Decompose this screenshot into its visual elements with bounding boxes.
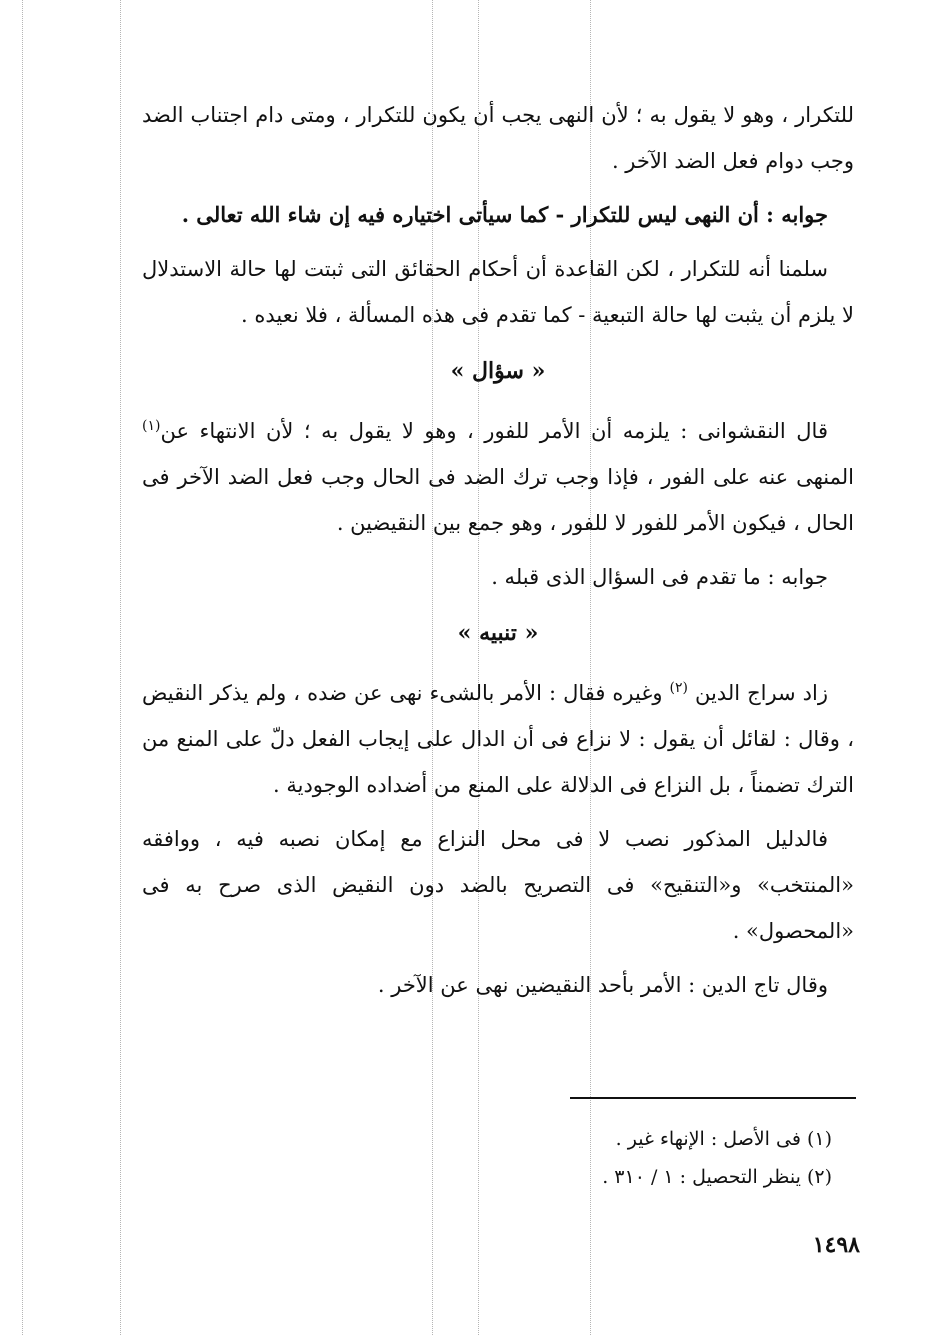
scan-artifact-line	[120, 0, 121, 1335]
paragraph-5: جوابه : ما تقدم فى السؤال الذى قبله .	[491, 565, 828, 589]
footnote-2: (٢) ينظر التحصيل : ١ / ٣١٠ .	[602, 1166, 832, 1188]
scan-artifact-line	[22, 0, 23, 1335]
paragraph-2: جوابه : أن النهى ليس للتكرار - كما سيأتى اختياره فيه إن شاء الله تعالى .	[181, 202, 828, 227]
paragraph-4-part-b: المنهى عنه على الفور ، فإذا وجب ترك الضد فى الحال وجب فعل الضد الآخر فى الحال ، فيكون الأمر للفور لا للفور ، وهو جمع بين النقيضين .	[142, 465, 854, 535]
footnote-separator	[570, 1097, 856, 1099]
paragraph-6	[142, 670, 854, 808]
footnote-ref-1: (١)	[142, 418, 161, 434]
paragraph-4-part-a: قال النقشوانى : يلزمه أن الأمر للفور ، وهو لا يقول به ؛ لأن الانتهاء عن	[160, 419, 828, 443]
footnote-ref-2: (٢)	[669, 680, 688, 696]
paragraph-6-part-b: وغيره فقال : الأمر بالشىء نهى عن ضده ، ولم يذكر النقيض ، وقال : لقائل أن يقول : لا نزاع فى أن الدال على إيجاب الفعل دلّ على المنع من الترك تضمناً ، بل النزاع فى الدلالة على المنع من أضداده الوجودية .	[142, 681, 854, 797]
main-text	[142, 92, 854, 1016]
page-number: ١٤٩٨	[812, 1232, 860, 1258]
paragraph-4	[142, 408, 854, 546]
footnote-1: (١) فى الأصل : الإنهاء غير .	[615, 1128, 832, 1150]
section-heading-question: « سؤال »	[450, 358, 546, 384]
paragraph-6-part-a: زاد سراج الدين	[687, 681, 828, 705]
paragraph-7: فالدليل المذكور نصب لا فى محل النزاع مع إمكان نصبه فيه ، ووافقه «المنتخب» و«التنقيح» فى التصريح بالضد دون النقيض الذى صرح به فى «المحصول» .	[142, 827, 854, 943]
footnotes	[142, 1120, 832, 1196]
paragraph-3: سلمنا أنه للتكرار ، لكن القاعدة أن أحكام الحقائق التى ثبتت لها حالة الاستدلال لا يلزم أن يثبت لها حالة التبعية - كما تقدم فى هذه المسألة ، فلا نعيده .	[142, 257, 854, 327]
section-heading-note: « تنبيه »	[457, 620, 539, 646]
paragraph-8: وقال تاج الدين : الأمر بأحد النقيضين نهى عن الآخر .	[377, 973, 828, 997]
paragraph-1: للتكرار ، وهو لا يقول به ؛ لأن النهى يجب أن يكون للتكرار ، ومتى دام اجتناب الضد وجب دوام فعل الضد الآخر .	[142, 103, 854, 173]
